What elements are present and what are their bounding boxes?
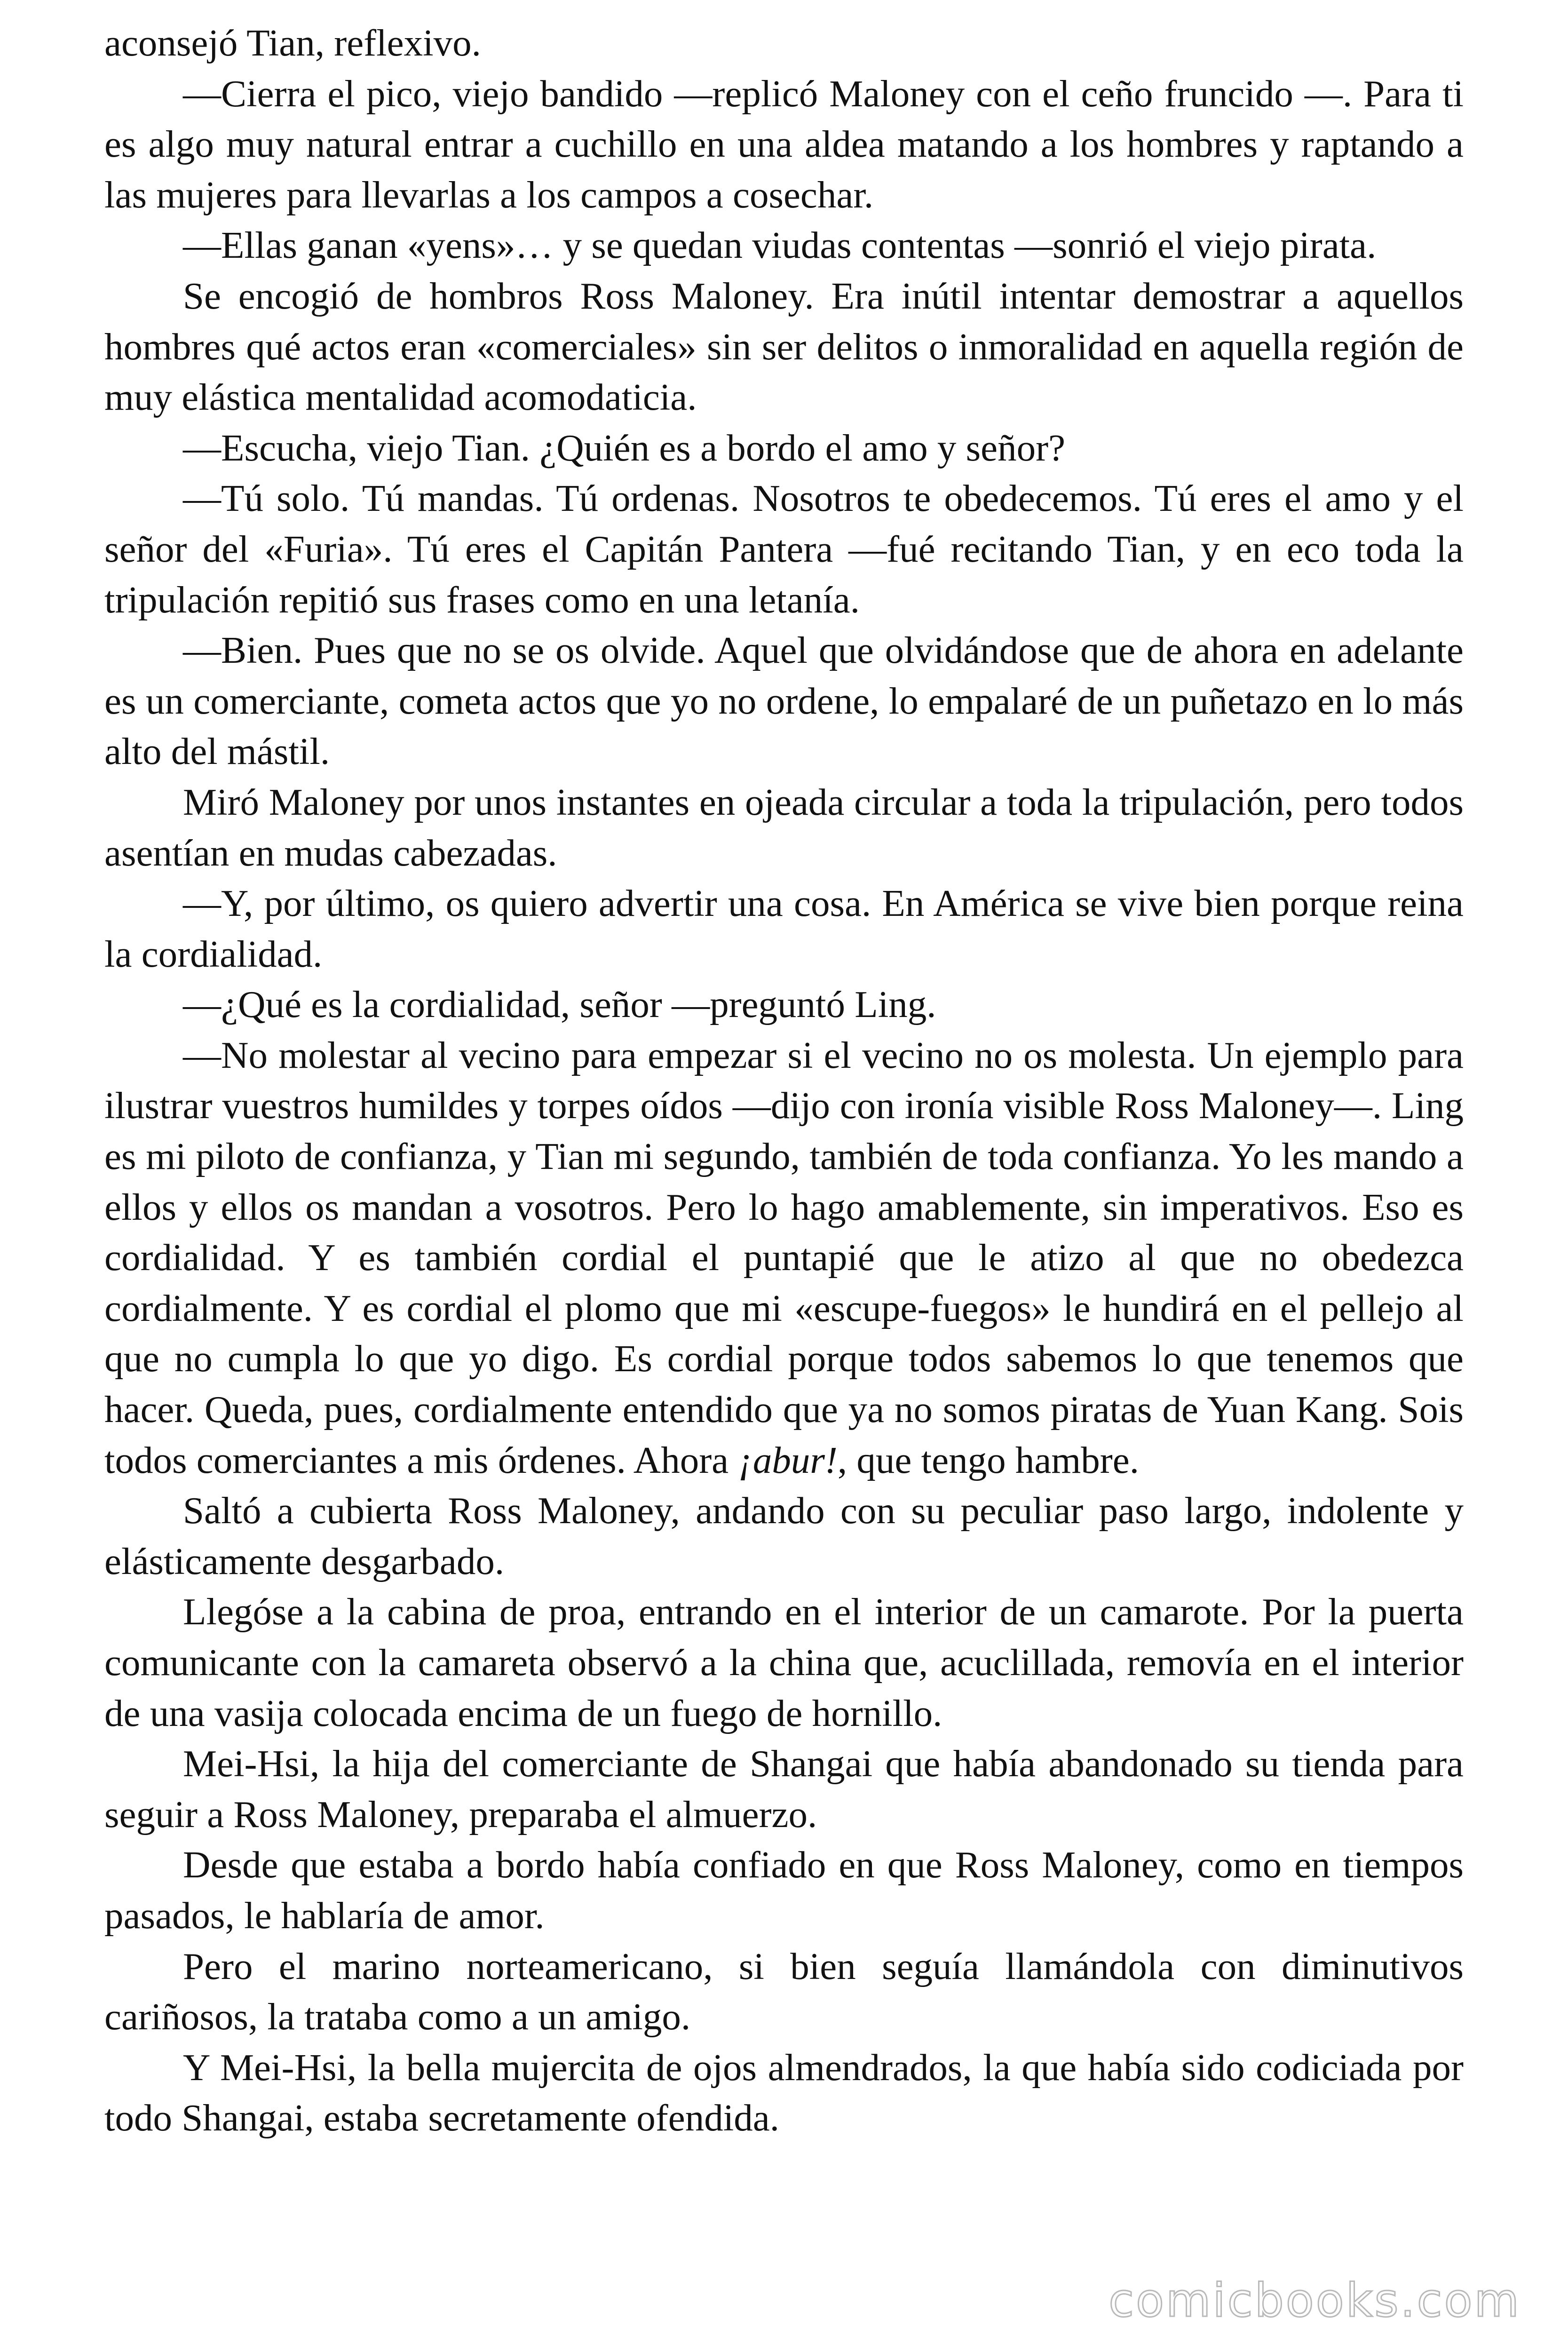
paragraph: —Bien. Pues que no se os olvide. Aquel que olvidándose que de ahora en adelante es un comerciante, cometa actos que yo no ordene, lo empalaré de un puñetazo en lo más alto del mástil.: [104, 629, 1464, 773]
paragraph: Se encogió de hombros Ross Maloney. Era inútil intentar demostrar a aquellos hombres qué actos eran «comerciales» sin ser delitos o inmoralidad en aquella región de muy elástica mentalidad acomodaticia.: [104, 274, 1464, 419]
paragraph: —Ellas ganan «yens»… y se quedan viudas contentas —sonrió el viejo pirata.: [183, 224, 1377, 267]
paragraph: —Escucha, viejo Tian. ¿Quién es a bordo el amo y señor?: [183, 426, 1066, 469]
paragraph: Llegóse a la cabina de proa, entrando en el interior de un camarote. Por la puerta comunicante con la camareta observó a la china que, acuclillada, removía en el interior de una vasija colocada encima de un fuego de hornillo.: [104, 1590, 1464, 1734]
paragraph: —Y, por último, os quiero advertir una cosa. En América se vive bien porque reina la cordialidad.: [104, 882, 1464, 975]
paragraph: Miró Maloney por unos instantes en ojeada circular a toda la tripulación, pero todos asentían en mudas cabezadas.: [104, 780, 1464, 874]
italic-exclamation: ¡abur!: [738, 1438, 838, 1481]
paragraph: Desde que estaba a bordo había confiado en que Ross Maloney, como en tiempos pasados, le hablaría de amor.: [104, 1843, 1464, 1937]
paragraph: —Cierra el pico, viejo bandido —replicó Maloney con el ceño fruncido —. Para ti es algo muy natural entrar a cuchillo en una aldea matando a los hombres y raptando a las mujeres para llevarlas a los campos a cosechar.: [104, 72, 1464, 216]
paragraph: Mei-Hsi, la hija del comerciante de Shangai que había abandonado su tienda para seguir a Ross Maloney, preparaba el almuerzo.: [104, 1742, 1464, 1836]
paragraph: aconsejó Tian, reflexivo.: [104, 22, 481, 64]
watermark: comicbooks.com: [1109, 2274, 1521, 2328]
paragraph-text: —No molestar al vecino para empezar si el vecino no os molesta. Un ejemplo para ilustrar vuestros humildes y torpes oídos —dijo con ironía visible Ross Maloney—. Ling es mi piloto de confianza, y Tian mi segundo, también de toda confianza. Yo les mando a ellos y ellos os mandan a vosotros. Pero lo hago amablemente, sin imperativos. Eso es cordialidad. Y es también cordial el puntapié que le atizo al que no obedezca cordialmente. Y es cordial el plomo que mi «escupe-fuegos» le hundirá en el pellejo al que no cumpla lo que yo digo. Es cordial porque todos sabemos lo que tenemos que hacer. Queda, pues, cordialmente entendido que ya no somos piratas de Yuan Kang. Sois todos comerciantes a mis órdenes. Ahora: [104, 1033, 1464, 1481]
book-page-text: [104, 18, 1464, 2144]
paragraph: Y Mei-Hsi, la bella mujercita de ojos almendrados, la que había sido codiciada por todo Shangai, estaba secretamente ofendida.: [104, 2046, 1464, 2139]
paragraph: Saltó a cubierta Ross Maloney, andando con su peculiar paso largo, indolente y elásticamente desgarbado.: [104, 1489, 1464, 1582]
paragraph: —¿Qué es la cordialidad, señor —preguntó Ling.: [183, 983, 936, 1026]
paragraph: Pero el marino norteamericano, si bien seguía llamándola con diminutivos cariñosos, la trataba como a un amigo.: [104, 1945, 1464, 2038]
paragraph-text: , que tengo hambre.: [837, 1438, 1139, 1481]
paragraph: —Tú solo. Tú mandas. Tú ordenas. Nosotros te obedecemos. Tú eres el amo y el señor del «Furia». Tú eres el Capitán Pantera —fué recitando Tian, y en eco toda la tripulación repitió sus frases como en una letanía.: [104, 477, 1464, 621]
paragraph: [104, 1030, 1464, 1486]
